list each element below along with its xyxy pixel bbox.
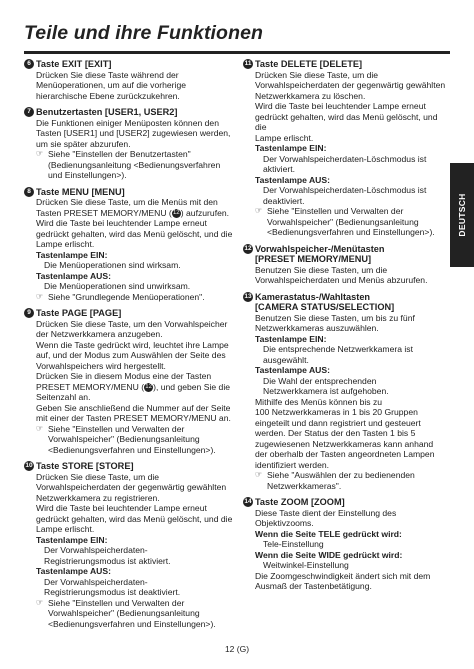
reference-hand-icon: ☞ xyxy=(36,149,44,158)
section-page xyxy=(24,308,236,455)
section-number-badge: 14 xyxy=(244,498,252,505)
text-line xyxy=(36,208,236,219)
text-line: Lampe erlischt. xyxy=(36,524,95,534)
text-line: Benutzen Sie diese Tasten, um bis zu fünf xyxy=(255,312,415,323)
section-exit xyxy=(24,59,236,101)
text-line: Drücken Sie in diesem Modus eine der Tasten xyxy=(36,371,212,381)
reference-note xyxy=(36,149,236,181)
text-line: gedrückt gehalten, wird das Menü gelöscht, und die xyxy=(255,111,438,132)
text-line: <Bedienungsverfahren und Einstellungen>). xyxy=(48,618,216,629)
text-line: <Bedienungsverfahren und Einstellungen>). xyxy=(48,444,216,455)
text-line: eingeteilt und dann registriert und gesteuert xyxy=(255,417,421,428)
section-heading xyxy=(24,461,236,472)
text-line: Diese Taste dient der Einstellung des xyxy=(255,507,397,518)
section-title: Taste ZOOM [ZOOM] xyxy=(255,497,345,507)
text-line: Drücken Sie diese Taste, um die xyxy=(255,69,379,80)
text-line: Der Vorwahlspeicherdaten- xyxy=(44,576,148,587)
text-line: gedrückt gehalten, wird das Menü gelöscht, und die xyxy=(36,513,233,524)
section-title: Vorwahlspeicher-/Menütasten xyxy=(255,243,385,254)
lamp-off-label: Tastenlampe AUS: xyxy=(255,174,330,185)
text-line: Die Wahl der entsprechenden xyxy=(263,375,377,386)
text-line: Lampe erlischt. xyxy=(36,239,95,249)
text-line: werden. Der Status der den Tasten 1 bis 5 xyxy=(255,428,416,438)
text-line: Drücken Sie diese Taste während der xyxy=(36,69,179,80)
text-line: deaktiviert. xyxy=(263,195,305,206)
text-line: Drücken Sie diese Taste, um die xyxy=(36,471,160,482)
text-line: Netzwerkkamera ist aufgehoben. xyxy=(263,386,389,396)
text-line: auf, und der Modus zum Auswählen der Seite des xyxy=(36,350,226,360)
reference-hand-icon: ☞ xyxy=(36,423,44,433)
section-body xyxy=(243,571,446,592)
text-line: aktiviert. xyxy=(263,164,295,174)
text-line: Vorwahlspeicherdaten der gegenwärtig gewählten xyxy=(255,80,446,90)
text-line: Wird die Taste bei leuchtender Lampe erneut xyxy=(36,503,207,513)
section-body xyxy=(243,313,446,334)
section-preset-memory xyxy=(243,244,446,286)
text-line: Siehe "Auswählen der zu bedienenden xyxy=(267,470,415,480)
section-body xyxy=(243,508,446,529)
section-title: Taste STORE [STORE] xyxy=(36,461,134,471)
reference-note xyxy=(36,424,236,456)
section-camera-status xyxy=(243,292,446,492)
text-line: Die Zoomgeschwindigkeit ändert sich mit dem xyxy=(255,570,431,581)
section-body xyxy=(243,265,446,286)
section-title: Taste DELETE [DELETE] xyxy=(255,59,363,69)
text-line: Drücken Sie diese Taste, um den Vorwahlspeicher xyxy=(36,318,228,329)
right-column xyxy=(243,59,446,598)
text-line: hierarchische Ebene zurückzukehren. xyxy=(36,90,180,101)
text-line: Siehe "Einstellen und Verwalten der xyxy=(48,597,185,608)
lamp-on-text xyxy=(243,344,446,365)
text-line: Vorwahlspeicher" (Bedienungsanleitung xyxy=(48,434,200,444)
lamp-on-label: Tastenlampe EIN: xyxy=(36,534,108,545)
text-line: der oberhalb der Tasten angeordneten Lampen xyxy=(255,449,435,459)
text-line: Mithilfe des Menüs können bis zu xyxy=(255,396,383,407)
section-heading xyxy=(243,59,446,70)
lamp-off-label: Tastenlampe AUS: xyxy=(36,270,111,281)
reference-note xyxy=(36,292,236,303)
section-store xyxy=(24,461,236,629)
lamp-on-label: Tastenlampe EIN: xyxy=(255,143,327,153)
section-heading xyxy=(24,59,236,70)
section-body xyxy=(24,70,236,102)
section-number-badge: 8 xyxy=(24,187,34,197)
section-body xyxy=(24,197,236,250)
text-line: Wenn die Taste gedrückt wird, leuchtet ihre Lampe xyxy=(36,339,229,350)
section-title: Kamerastatus-/Wahltasten xyxy=(255,291,371,302)
text-line: <Bedienungsverfahren und Einstellungen>). xyxy=(267,227,435,237)
lamp-on-text xyxy=(24,545,236,566)
text-line: Wird die Taste bei leuchtender Lampe erneut xyxy=(255,101,426,111)
text-line: Die entsprechende Netzwerkkamera ist xyxy=(263,344,413,354)
text-line: (Bedienungsanleitung <Bedienungsverfahren xyxy=(48,159,221,170)
section-title: Benutzertasten [USER1, USER2] xyxy=(36,107,178,117)
section-heading xyxy=(243,292,446,313)
page-number: 12 (G) xyxy=(224,644,250,654)
title-rule xyxy=(24,51,450,54)
text-line: der Netzwerkkamera anzugeben. xyxy=(36,329,163,339)
inline-text: ) aufzurufen. xyxy=(180,207,230,218)
lamp-off-label: Tastenlampe AUS: xyxy=(255,365,330,375)
text-line: Objektivzooms. xyxy=(255,518,314,528)
text-line xyxy=(36,382,236,393)
lamp-off-text xyxy=(243,376,446,397)
text-line: Der Vorwahlspeicherdaten-Löschmodus ist xyxy=(263,185,427,195)
section-number-badge: 6 xyxy=(24,59,34,69)
circled-number-badge: 12 xyxy=(145,383,152,390)
text-line: Die Funktionen einiger Menüposten können den xyxy=(36,117,219,128)
section-heading xyxy=(24,308,236,319)
section-heading xyxy=(24,107,236,118)
circled-number-badge: 12 xyxy=(172,209,180,216)
page-title: Teile und ihre Funktionen xyxy=(24,22,264,44)
section-body xyxy=(24,472,236,535)
section-body xyxy=(243,397,446,492)
reference-hand-icon: ☞ xyxy=(255,470,263,479)
text-line: Netzwerkkamera zu registrieren. xyxy=(36,492,160,503)
text-line: Menüoperationen, um auf die vorherige xyxy=(36,80,187,90)
left-column xyxy=(24,59,236,635)
tele-label: Wenn die Seite TELE gedrückt wird: xyxy=(255,528,402,539)
section-number-badge: 12 xyxy=(244,244,252,252)
lamp-off-label: Tastenlampe AUS: xyxy=(36,566,111,576)
text-line: zugewiesenen Netzwerkkameras kann anhand xyxy=(255,438,434,449)
text-line: um sie später abzurufen. xyxy=(36,138,131,149)
lamp-off-text: Die Menüoperationen sind unwirksam. xyxy=(44,281,191,291)
lamp-on-text: Die Menüoperationen sind wirksam. xyxy=(44,260,181,270)
text-line: Geben Sie anschließend die Nummer auf der Seite xyxy=(36,402,231,413)
text-line: Benutzen Sie diese Tasten, um die xyxy=(255,264,388,275)
language-tab-label: DEUTSCH xyxy=(457,193,467,237)
text-line: Registrierungsmodus ist aktiviert. xyxy=(44,555,171,566)
section-title: [PRESET MEMORY/MENU] xyxy=(255,254,372,264)
text-line: Vorwahlspeicherdaten und Menüs abzurufen. xyxy=(255,275,428,285)
text-line: Siehe "Einstellen der Benutzertasten" xyxy=(48,149,191,159)
reference-hand-icon: ☞ xyxy=(36,597,44,607)
section-heading xyxy=(243,244,446,265)
text-line: Registrierungsmodus ist deaktiviert. xyxy=(44,587,181,597)
lamp-off-text xyxy=(24,577,236,598)
tele-text: Tele-Einstellung xyxy=(263,539,324,549)
lamp-off-text xyxy=(243,185,446,206)
text-line: Wird die Taste bei leuchtender Lampe erneut xyxy=(36,218,207,228)
reference-note xyxy=(255,206,446,238)
section-number-badge: 13 xyxy=(244,292,252,300)
text-line: Tasten [USER1] und [USER2] zugewiesen werden, xyxy=(36,128,231,138)
lamp-on-label: Tastenlampe EIN: xyxy=(36,249,108,260)
text-line: Siehe "Einstellen und Verwalten der xyxy=(48,423,185,434)
section-heading xyxy=(243,497,446,508)
reference-hand-icon: ☞ xyxy=(36,291,44,301)
section-title: Taste MENU [MENU] xyxy=(36,186,125,197)
section-user-buttons xyxy=(24,107,236,181)
text-line: Siehe "Grundlegende Menüoperationen". xyxy=(48,291,205,302)
section-body xyxy=(24,118,236,181)
text-line: Der Vorwahlspeicherdaten- xyxy=(44,545,148,555)
section-title: [CAMERA STATUS/SELECTION] xyxy=(255,302,395,312)
wide-label: Wenn die Seite WIDE gedrückt wird: xyxy=(255,549,403,560)
text-line: Ausmaß der Tastenbetätigung. xyxy=(255,581,372,591)
text-line: Vorwahlspeicherdaten der gegenwärtig gewählten xyxy=(36,482,227,492)
text-line: Siehe "Einstellen und Verwalten der xyxy=(267,206,404,216)
section-title: Taste PAGE [PAGE] xyxy=(36,308,122,318)
text-line: Der Vorwahlspeicherdaten-Löschmodus ist xyxy=(263,153,427,164)
reference-hand-icon: ☞ xyxy=(255,206,263,215)
inline-text: Tasten PRESET MEMORY/MENU ( xyxy=(36,207,172,218)
text-line: Drücken Sie diese Taste, um die Menüs mit den xyxy=(36,197,218,207)
text-line: Netzwerkkameras". xyxy=(267,480,342,491)
text-line: Vorwahlspeicher" (Bedienungsanleitung xyxy=(267,216,419,227)
section-menu xyxy=(24,187,236,303)
section-number-badge: 7 xyxy=(24,107,34,117)
text-line: identifiziert werden. xyxy=(255,459,330,470)
section-heading xyxy=(24,187,236,198)
section-number-badge: 9 xyxy=(24,308,34,318)
inline-text: ), und geben Sie die xyxy=(153,381,231,392)
text-line: Netzwerkkameras auszuwählen. xyxy=(255,323,379,333)
section-number-badge: 11 xyxy=(244,60,252,67)
text-line: 100 Netzwerkkameras in 1 bis 20 Gruppen xyxy=(255,407,418,417)
text-line: Netzwerkkamera zu löschen. xyxy=(255,90,366,101)
inline-text: PRESET MEMORY/MENU ( xyxy=(36,381,145,392)
section-body xyxy=(243,70,446,144)
text-line: ausgewählt. xyxy=(263,354,309,365)
lamp-on-text xyxy=(243,154,446,175)
reference-note xyxy=(255,470,446,491)
lamp-on-label: Tastenlampe EIN: xyxy=(255,333,327,344)
section-delete xyxy=(243,59,446,238)
text-line: Lampe erlischt. xyxy=(255,132,314,143)
text-line: Seitenzahl an. xyxy=(36,392,91,402)
reference-note xyxy=(36,598,236,630)
language-side-tab xyxy=(450,163,474,267)
text-line: mit einer der Tasten PRESET MEMORY/MENU an. xyxy=(36,413,231,423)
section-title: Taste EXIT [EXIT] xyxy=(36,59,112,69)
section-number-badge: 10 xyxy=(25,462,33,469)
text-line: Vorwahlspeicher" (Bedienungsanleitung xyxy=(48,608,200,618)
section-zoom xyxy=(243,497,446,592)
text-line: gedrückt gehalten, wird das Menü gelöscht, und die xyxy=(36,228,233,239)
text-line: Vorwahlspeichers wird hergestellt. xyxy=(36,360,166,371)
section-body xyxy=(24,319,236,456)
text-line: und Einstellungen>). xyxy=(48,170,127,180)
wide-text: Weitwinkel-Einstellung xyxy=(263,560,349,570)
